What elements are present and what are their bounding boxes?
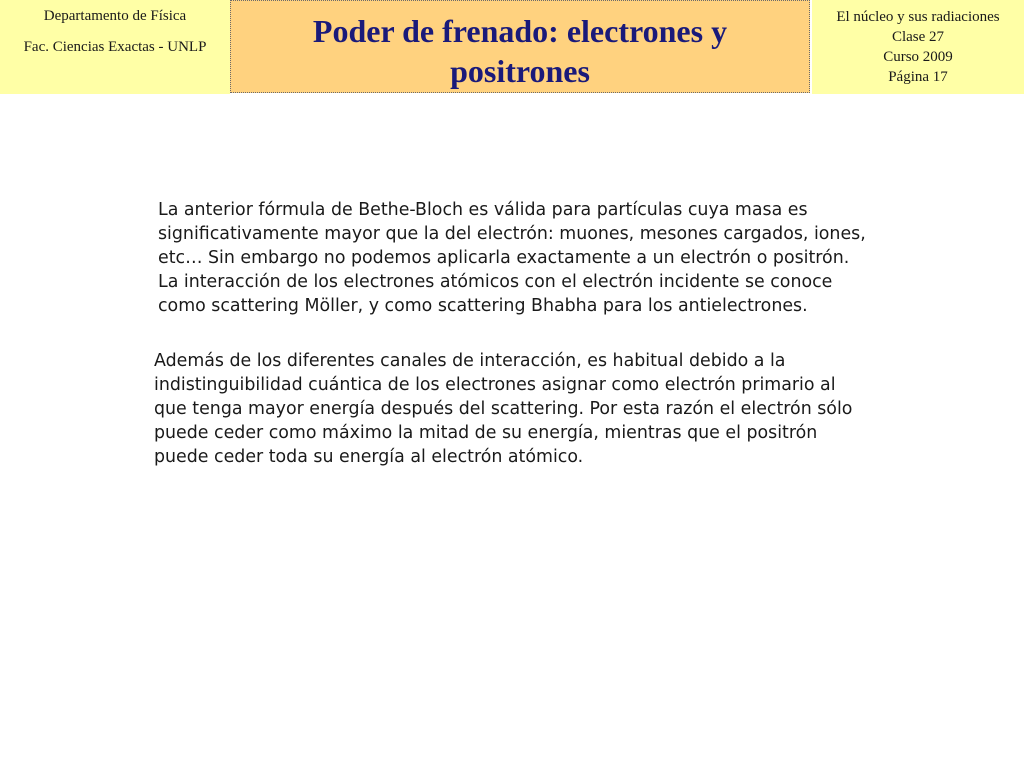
paragraph-indistinguishability	[154, 349, 852, 469]
class-label: Clase 27	[891, 29, 945, 45]
paragraph-line: puede ceder toda su energía al electrón atómico.	[154, 447, 584, 467]
paragraph-line: significativamente mayor que la del electrón: muones, mesones cargados, iones,	[158, 224, 866, 244]
paragraph-line: que tenga mayor energía después del scattering. Por esta razón el electrón sólo	[154, 399, 853, 419]
header-left-box	[0, 0, 230, 94]
paragraph-line: Además de los diferentes canales de interacción, es habitual debido a la	[154, 351, 786, 371]
department-label: Departamento de Física	[43, 8, 187, 24]
slide-title-line-2: positrones	[450, 53, 590, 89]
paragraph-line: puede ceder como máximo la mitad de su energía, mientras que el positrón	[154, 423, 818, 443]
slide-title-line-1: Poder de frenado: electrones y	[312, 13, 728, 49]
year-label: Curso 2009	[883, 49, 953, 65]
header-right-box	[812, 0, 1024, 94]
paragraph-line: como scattering Möller, y como scattering Bhabha para los antielectrones.	[158, 296, 808, 316]
slide-title	[230, 0, 810, 93]
paragraph-line: indistinguibilidad cuántica de los electrones asignar como electrón primario al	[154, 375, 836, 395]
paragraph-line: La anterior fórmula de Bethe-Bloch es válida para partículas cuya masa es	[158, 200, 808, 220]
paragraph-line: La interacción de los electrones atómicos con el electrón incidente se conoce	[158, 272, 833, 292]
paragraph-line: etc… Sin embargo no podemos aplicarla exactamente a un electrón o positrón.	[158, 248, 850, 268]
page-number-label: Página 17	[888, 69, 948, 85]
paragraph-bethe-bloch	[158, 198, 866, 318]
faculty-label: Fac. Ciencias Exactas - UNLP	[23, 39, 207, 55]
course-topic-label: El núcleo y sus radiaciones	[836, 9, 1000, 25]
